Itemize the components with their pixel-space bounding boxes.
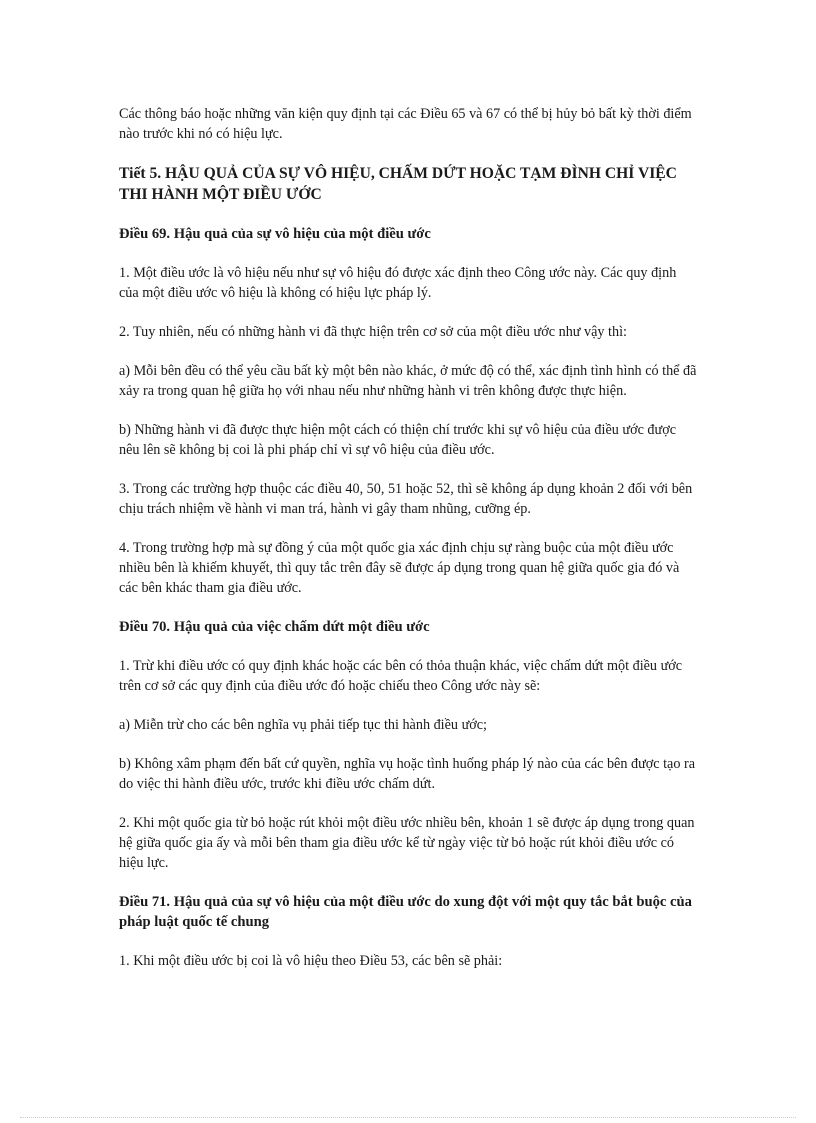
article-69-clause-2b: b) Những hành vi đã được thực hiện một cách có thiện chí trước khi sự vô hiệu của điều ước được nêu lên sẽ không bị coi là phi pháp chỉ vì sự vô hiệu của điều ước. [119,422,676,458]
article-70-clause-1b: b) Không xâm phạm đến bất cứ quyền, nghĩa vụ hoặc tình huống pháp lý nào của các bên được tạo ra do việc thi hành điều ước, trước khi điều ước chấm dứt. [119,756,696,792]
article-71-heading: Điều 71. Hậu quả của sự vô hiệu của một điều ước do xung đột với một quy tắc bắt buộc của pháp luật quốc tế chung [119,894,692,930]
paragraph-cancellation-notice: Các thông báo hoặc những văn kiện quy định tại các Điều 65 và 67 có thể bị hủy bỏ bất kỳ thời điểm nào trước khi nó có hiệu lực. [119,106,692,142]
article-69-clause-1: 1. Một điều ước là vô hiệu nếu như sự vô hiệu đó được xác định theo Công ước này. Các quy định của một điều ước vô hiệu là không có hiệu lực pháp lý. [119,265,677,301]
article-69-clause-3: 3. Trong các trường hợp thuộc các điều 40, 50, 51 hoặc 52, thì sẽ không áp dụng khoản 2 đối với bên chịu trách nhiệm về hành vi man trá, hành vi gây tham nhũng, cưỡng ép. [119,481,693,517]
article-70-clause-1: 1. Trừ khi điều ước có quy định khác hoặc các bên có thỏa thuận khác, việc chấm dứt một điều ước trên cơ sở các quy định của điều ước đó hoặc chiếu theo Công ước này sẽ: [119,658,683,694]
article-69-clause-2: 2. Tuy nhiên, nếu có những hành vi đã thực hiện trên cơ sở của một điều ước như vậy thì: [119,324,627,340]
document-page [119,104,699,990]
article-70-clause-2: 2. Khi một quốc gia từ bỏ hoặc rút khỏi một điều ước nhiều bên, khoản 1 sẽ được áp dụng trong quan hệ giữa quốc gia ấy và mỗi bên tham gia điều ước kể từ ngày việc từ bỏ hoặc rút khỏi điều ước có hiệu lực. [119,815,695,871]
article-69-clause-4: 4. Trong trường hợp mà sự đồng ý của một quốc gia xác định chịu sự ràng buộc của một điều ước nhiều bên là khiếm khuyết, thì quy tắc trên đây sẽ được áp dụng trong quan hệ giữa quốc gia đó và các bên khác tham gia điều ước. [119,540,680,596]
article-71-clause-1: 1. Khi một điều ước bị coi là vô hiệu theo Điều 53, các bên sẽ phải: [119,953,503,969]
section-heading-part-5: Tiết 5. HẬU QUẢ CỦA SỰ VÔ HIỆU, CHẤM DỨT HOẶC TẠM ĐÌNH CHỈ VIỆC THI HÀNH MỘT ĐIỀU ƯỚC [119,165,677,203]
article-70-clause-1a: a) Miễn trừ cho các bên nghĩa vụ phải tiếp tục thi hành điều ước; [119,717,487,733]
article-69-heading: Điều 69. Hậu quả của sự vô hiệu của một điều ước [119,226,431,242]
article-69-clause-2a: a) Mỗi bên đều có thể yêu cầu bất kỳ một bên nào khác, ở mức độ có thể, xác định tình hình có thể đã xảy ra trong quan hệ giữa họ với nhau nếu như những hành vi trên không được thực hiện. [119,363,697,399]
page-bottom-divider [20,1117,796,1118]
article-70-heading: Điều 70. Hậu quả của việc chấm dứt một điều ước [119,619,430,635]
